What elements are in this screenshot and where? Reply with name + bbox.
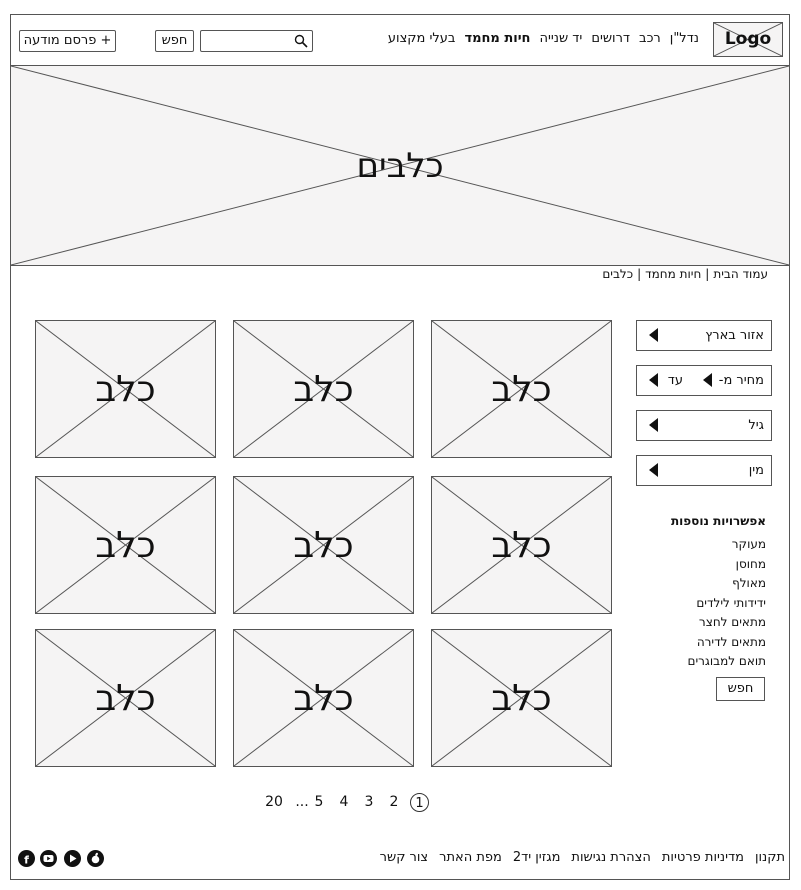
dropdown-arrow-icon[interactable]: [649, 373, 658, 387]
footer-accessibility[interactable]: הצהרת נגישות: [571, 850, 651, 865]
search-input[interactable]: [200, 30, 313, 52]
filter-search-button[interactable]: חפש: [716, 677, 765, 701]
youtube-icon[interactable]: [40, 850, 57, 867]
nav-item-professionals[interactable]: בעלי מקצוע: [387, 31, 456, 46]
option-yard[interactable]: מתאים לחצר: [698, 615, 766, 629]
page-current[interactable]: 1: [410, 793, 429, 812]
listing-title: כלב: [95, 369, 156, 410]
listing-card[interactable]: [233, 629, 414, 767]
region-label: אזור בארץ: [705, 328, 764, 343]
footer-privacy[interactable]: מדיניות פרטיות: [661, 850, 744, 865]
breadcrumb-home[interactable]: עמוד הבית: [713, 267, 768, 281]
option-neutered[interactable]: מעוקר: [731, 537, 766, 551]
logo-text: Logo: [724, 29, 772, 49]
breadcrumb-separator: |: [705, 267, 710, 281]
svg-text:f: f: [24, 853, 29, 867]
page-link[interactable]: 5: [314, 794, 324, 810]
main-nav: [388, 31, 699, 46]
option-trained[interactable]: מאולף: [732, 576, 766, 590]
option-vaccinated[interactable]: מחוסן: [735, 557, 766, 571]
listing-card[interactable]: [431, 320, 612, 458]
post-ad-button[interactable]: + פרסם מודעה: [19, 30, 116, 52]
nav-item-realestate[interactable]: נדל"ן: [669, 31, 699, 46]
gender-select[interactable]: [636, 455, 772, 486]
breadcrumb-dogs: כלבים: [602, 267, 634, 281]
breadcrumb: [602, 267, 768, 281]
dropdown-arrow-icon: [649, 418, 658, 432]
listing-title: כלב: [491, 369, 552, 410]
price-filter[interactable]: [636, 365, 772, 396]
listing-title: כלב: [95, 525, 156, 566]
nav-item-jobs[interactable]: דרושים: [591, 31, 631, 46]
page-ellipsis: ...: [295, 794, 309, 810]
listing-title: כלב: [491, 678, 552, 719]
listing-card[interactable]: [431, 476, 612, 614]
listing-title: כלב: [293, 369, 354, 410]
listing-title: כלב: [293, 678, 354, 719]
option-adults[interactable]: תואם למבוגרים: [687, 654, 766, 668]
breadcrumb-separator: |: [637, 267, 642, 281]
nav-item-secondhand[interactable]: יד שנייה: [539, 31, 583, 46]
hero-title: כלבים: [356, 146, 444, 186]
page-link[interactable]: 3: [364, 794, 374, 810]
page-link[interactable]: 2: [389, 794, 399, 810]
nav-item-pets[interactable]: חיות מחמד: [464, 31, 531, 46]
search-button[interactable]: חפש: [155, 30, 194, 52]
gender-label: מין: [748, 463, 764, 478]
footer-magazine[interactable]: מגזין יד2: [512, 850, 561, 865]
option-apartment[interactable]: מתאים לדירה: [696, 635, 766, 649]
facebook-icon[interactable]: [18, 850, 35, 867]
listing-card[interactable]: [35, 476, 216, 614]
search-icon: [294, 34, 308, 48]
listing-card[interactable]: [35, 629, 216, 767]
dropdown-arrow-icon[interactable]: [703, 373, 712, 387]
nav-item-vehicles[interactable]: רכב: [639, 31, 661, 46]
listing-title: כלב: [293, 525, 354, 566]
site-logo[interactable]: [713, 22, 783, 57]
page-link[interactable]: 4: [339, 794, 349, 810]
footer-terms[interactable]: תקנון: [754, 850, 785, 865]
footer-links: [380, 850, 785, 865]
page-link[interactable]: 20: [265, 794, 283, 810]
play-store-icon[interactable]: [64, 850, 81, 867]
footer-contact[interactable]: צור קשר: [379, 850, 429, 865]
dropdown-arrow-icon: [649, 328, 658, 342]
hero-banner: [10, 65, 790, 266]
listing-title: כלב: [491, 525, 552, 566]
age-label: גיל: [748, 418, 764, 433]
age-select[interactable]: [636, 410, 772, 441]
listing-card[interactable]: [233, 320, 414, 458]
footer-sitemap[interactable]: מפת האתר: [439, 850, 502, 865]
price-from-label: מחיר מ-: [718, 373, 764, 388]
more-options-title: אפשרויות נוספות: [670, 514, 766, 528]
breadcrumb-pets[interactable]: חיות מחמד: [645, 267, 702, 281]
region-select[interactable]: [636, 320, 772, 351]
listing-card[interactable]: [233, 476, 414, 614]
dropdown-arrow-icon: [649, 463, 658, 477]
option-kid-friendly[interactable]: ידידותי לילדים: [696, 596, 766, 610]
listing-card[interactable]: [431, 629, 612, 767]
listing-title: כלב: [95, 678, 156, 719]
listing-card[interactable]: [35, 320, 216, 458]
apple-icon[interactable]: [87, 850, 104, 867]
price-to-label: עד: [667, 373, 683, 388]
